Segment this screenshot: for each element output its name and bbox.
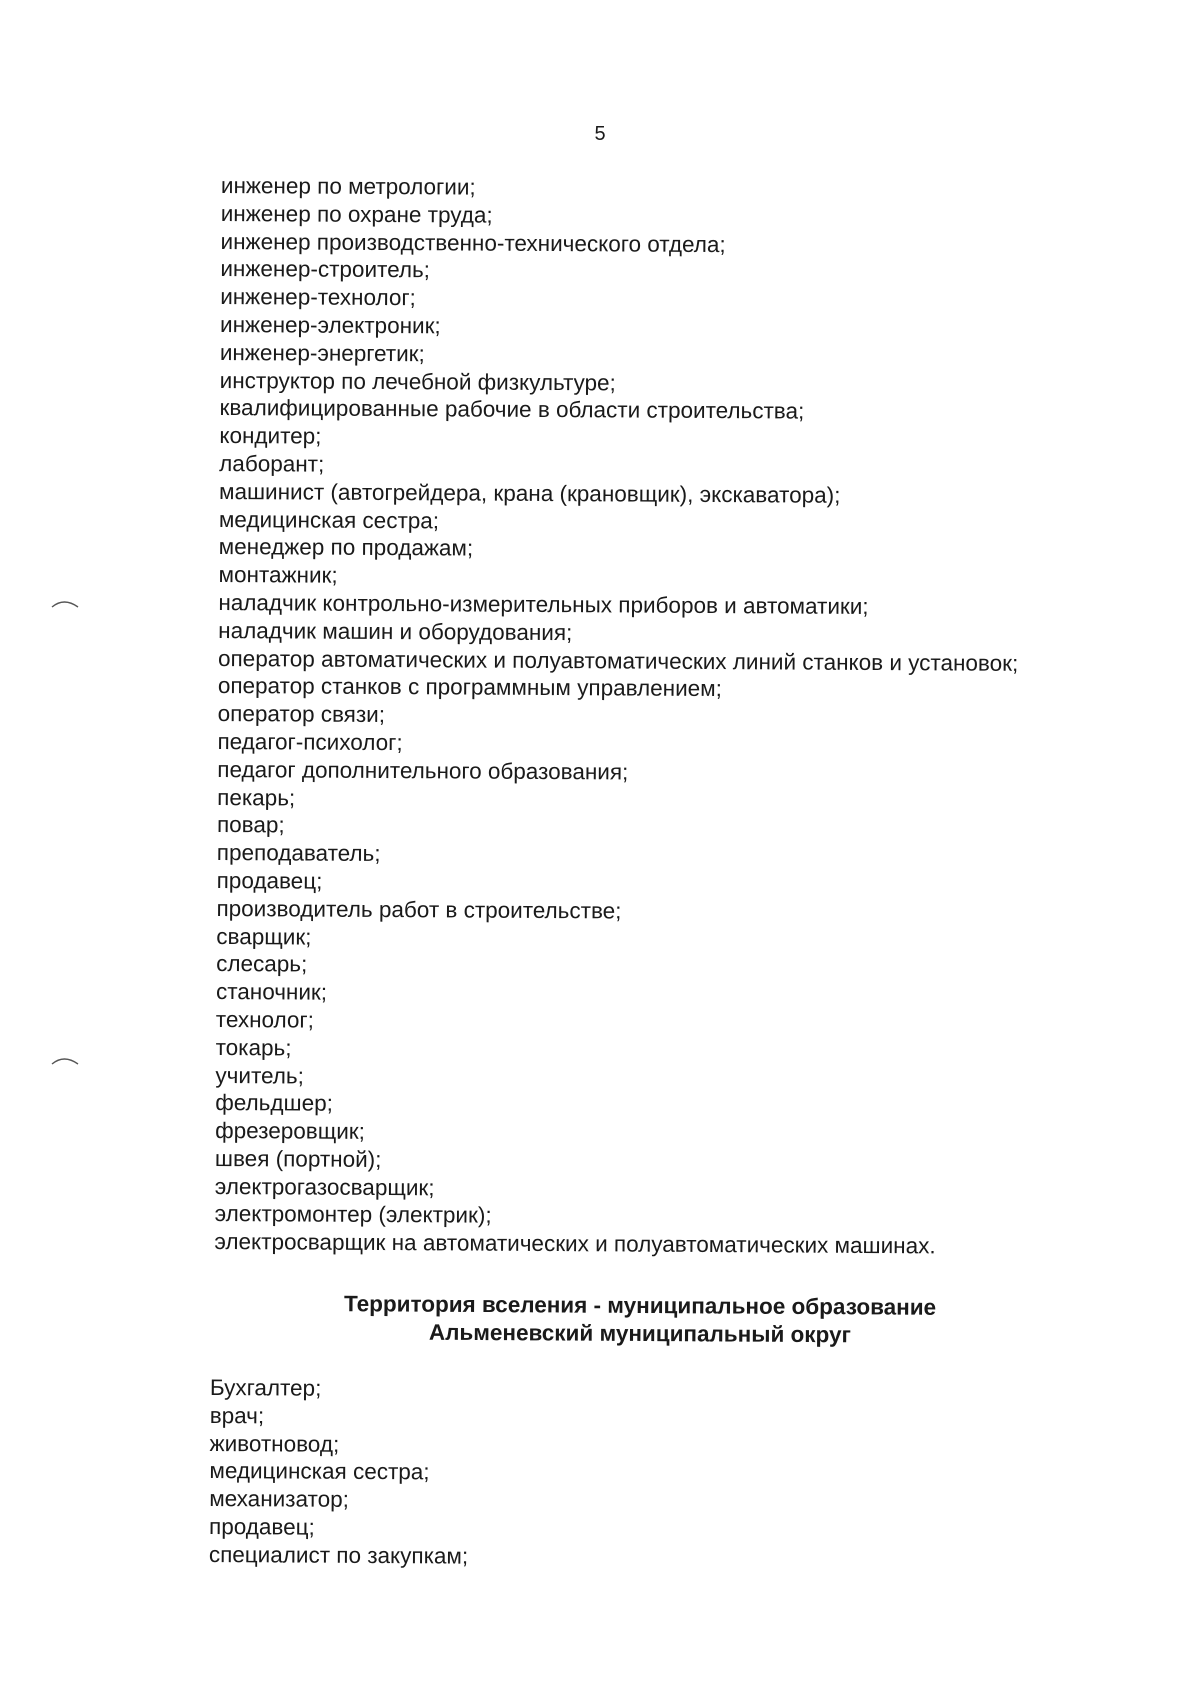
list-item: инженер по метрологии;	[220, 172, 476, 200]
profession-list	[214, 172, 1021, 1261]
list-item: медицинская сестра;	[218, 506, 440, 533]
list-item: электрогазосварщик;	[214, 1173, 435, 1201]
list-item: менеджер по продажам;	[218, 534, 474, 561]
list-item: швея (портной);	[214, 1145, 382, 1172]
list-item: инженер-строитель;	[220, 256, 431, 283]
list-item: Бухгалтер;	[209, 1375, 322, 1401]
list-item: фрезеровщик;	[215, 1118, 365, 1144]
list-item: монтажник;	[218, 562, 338, 588]
section-heading-line: Территория вселения - муниципальное образование	[344, 1291, 937, 1320]
list-item: инженер производственно-технического отдела;	[220, 228, 726, 257]
list-item: учитель;	[215, 1062, 305, 1089]
list-item: электромонтер (электрик);	[214, 1201, 492, 1229]
list-item: станочник;	[215, 979, 328, 1005]
list-item: медицинская сестра;	[209, 1458, 430, 1485]
list-item: лаборант;	[219, 450, 325, 477]
list-item: наладчик машин и оборудования;	[218, 617, 573, 645]
list-item: педагог дополнительного образования;	[217, 756, 629, 785]
list-item: пекарь;	[217, 784, 296, 810]
list-item: преподаватель;	[216, 840, 381, 867]
section-profession-list	[209, 1374, 469, 1570]
list-item: врач;	[209, 1402, 265, 1429]
list-item: оператор связи;	[217, 701, 386, 728]
list-item: продавец;	[216, 867, 323, 894]
list-item: инструктор по лечебной физкультуре;	[219, 367, 616, 395]
list-item: машинист (автогрейдера, крана (крановщик), экскаватора);	[218, 478, 841, 508]
section-heading	[300, 1290, 980, 1350]
list-item: специалист по закупкам;	[208, 1541, 469, 1569]
list-item: оператор автоматических и полуавтоматических линий станков и установок;	[217, 645, 1019, 676]
list-item: оператор станков с программным управлением;	[217, 673, 723, 702]
page-number: 5	[594, 123, 606, 145]
list-item: кондитер;	[219, 423, 322, 449]
list-item: электросварщик на автоматических и полуавтоматических машинах.	[214, 1229, 936, 1259]
list-item: педагог-психолог;	[217, 728, 403, 756]
list-item: повар;	[216, 812, 285, 838]
list-item: производитель работ в строительстве;	[216, 895, 622, 924]
list-item: сварщик;	[216, 923, 312, 950]
list-item: фельдшер;	[215, 1090, 333, 1116]
hole-punch-mark	[50, 1055, 80, 1067]
list-item: инженер-технолог;	[220, 284, 416, 311]
list-item: технолог;	[215, 1006, 315, 1033]
list-item: инженер-энергетик;	[219, 339, 425, 367]
list-item: токарь;	[215, 1034, 292, 1061]
list-item: квалифицированные рабочие в области строительства;	[219, 395, 805, 424]
list-item: инженер по охране труда;	[220, 200, 493, 228]
list-item: наладчик контрольно-измерительных приборов и автоматики;	[218, 589, 869, 619]
list-item: механизатор;	[209, 1486, 349, 1513]
hole-punch-mark	[50, 598, 80, 610]
list-item: слесарь;	[216, 951, 308, 977]
list-item: животновод;	[209, 1430, 340, 1457]
list-item: продавец;	[208, 1513, 315, 1540]
section-heading-line: Альменевский муниципальный округ	[428, 1319, 851, 1348]
list-item: инженер-электроник;	[219, 311, 441, 339]
